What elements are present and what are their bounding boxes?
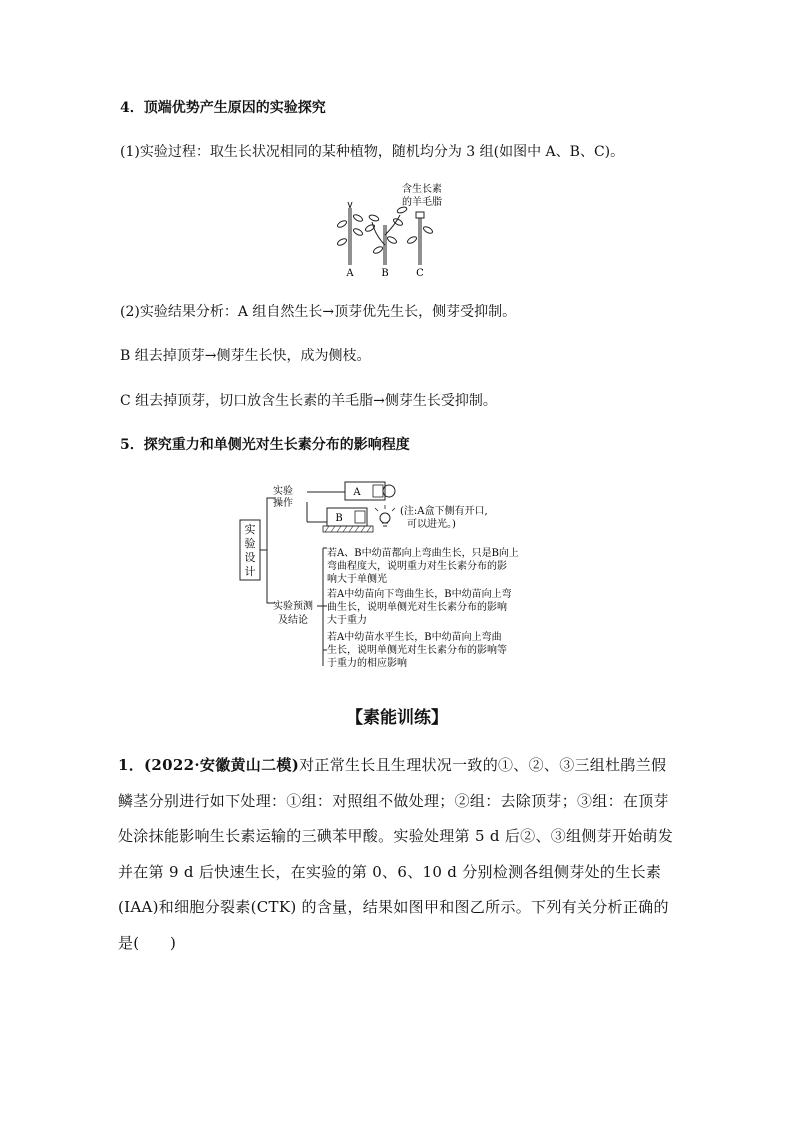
figure-label-line1: 含生长素: [402, 184, 442, 195]
training-title: 【素能训练】: [346, 708, 448, 728]
section4-line-b: B 组去掉顶芽→侧芽生长快，成为侧枝。: [120, 348, 371, 364]
left-box-char-1: 实: [244, 523, 256, 536]
left-box-char-4: 计: [244, 565, 256, 578]
figure-label-line2: 的羊毛脂: [402, 197, 442, 208]
note-line-2: 可以进光。): [407, 519, 456, 530]
plant-a: [336, 202, 363, 265]
predict-label-1: 实验预测: [273, 601, 313, 612]
note-line-1: (注:A盒下侧有开口,: [400, 506, 488, 517]
outcome2-line1: 若A中幼苗向下弯曲生长，B中幼苗向上弯: [327, 589, 512, 600]
section5-heading: 5．探究重力和单侧光对生长素分布的影响程度: [120, 437, 410, 453]
box-a-label: A: [353, 487, 361, 498]
light-bulb-icon: [375, 505, 395, 526]
left-box-char-2: 验: [244, 537, 256, 550]
question-1-lead: 1．(2022·安徽黄山二模): [118, 756, 300, 774]
outcome2-line3: 大于重力: [327, 615, 367, 626]
plant-c: [406, 212, 433, 265]
figure-label-b: B: [381, 268, 389, 279]
predict-label-2: 及结论: [278, 615, 308, 626]
left-box-char-3: 设: [244, 551, 256, 564]
figure-label-c: C: [416, 268, 424, 279]
question-1-body: 对正常生长且生理状况一致的①、②、③三组杜鹃兰假鳞茎分别进行如下处理：①组：对照组不做处理；②组：去除顶芽；③组：在顶芽处涂抹能影响生长素运输的三碘苯甲酸。实验处理第 5 d 后②、③组侧芽开始萌发并在第 9 d 后快速生长，在实验的第 0、6、10 d 分别检测各组侧芽处的生长素(IAA)和细胞分裂素(CTK) 的含量，结果如图甲和图乙所示。下列有关分析正确的是( ): [118, 756, 674, 952]
outcome2-line2: 曲生长，说明单侧光对生长素分布的影响: [327, 602, 507, 613]
box-b-label: B: [335, 513, 343, 524]
section4-line-c: C 组去掉顶芽，切口放含生长素的羊毛脂→侧芽生长受抑制。: [120, 393, 497, 409]
outcome1-line2: 弯曲程度大，说明重力对生长素分布的影: [327, 561, 507, 572]
op-label-2: 操作: [273, 498, 293, 509]
outcome3-line3: 于重力的相应影响: [327, 658, 407, 669]
plant-figure: [330, 180, 450, 280]
question-1: [118, 748, 678, 961]
outcome1-line1: 若A、B中幼苗都向上弯曲生长，只是B向上: [327, 548, 519, 559]
figure-label-a: A: [346, 268, 354, 279]
experiment-design-diagram: [235, 478, 565, 674]
plant-b: [364, 206, 407, 265]
outcome3-line1: 若A中幼苗水平生长，B中幼苗向上弯曲: [327, 632, 502, 643]
outcome3-line2: 生长，说明单侧光对生长素分布的影响等: [327, 645, 507, 656]
section4-heading: 4．顶端优势产生原因的实验探究: [120, 100, 326, 116]
outcome1-line3: 响大于单侧光: [327, 574, 387, 585]
section4-step1: (1)实验过程：取生长状况相同的某种植物，随机均分为 3 组(如图中 A、B、C)。: [120, 144, 625, 160]
section4-step2: (2)实验结果分析：A 组自然生长→顶芽优先生长，侧芽受抑制。: [120, 304, 517, 320]
op-label-1: 实验: [273, 486, 293, 497]
